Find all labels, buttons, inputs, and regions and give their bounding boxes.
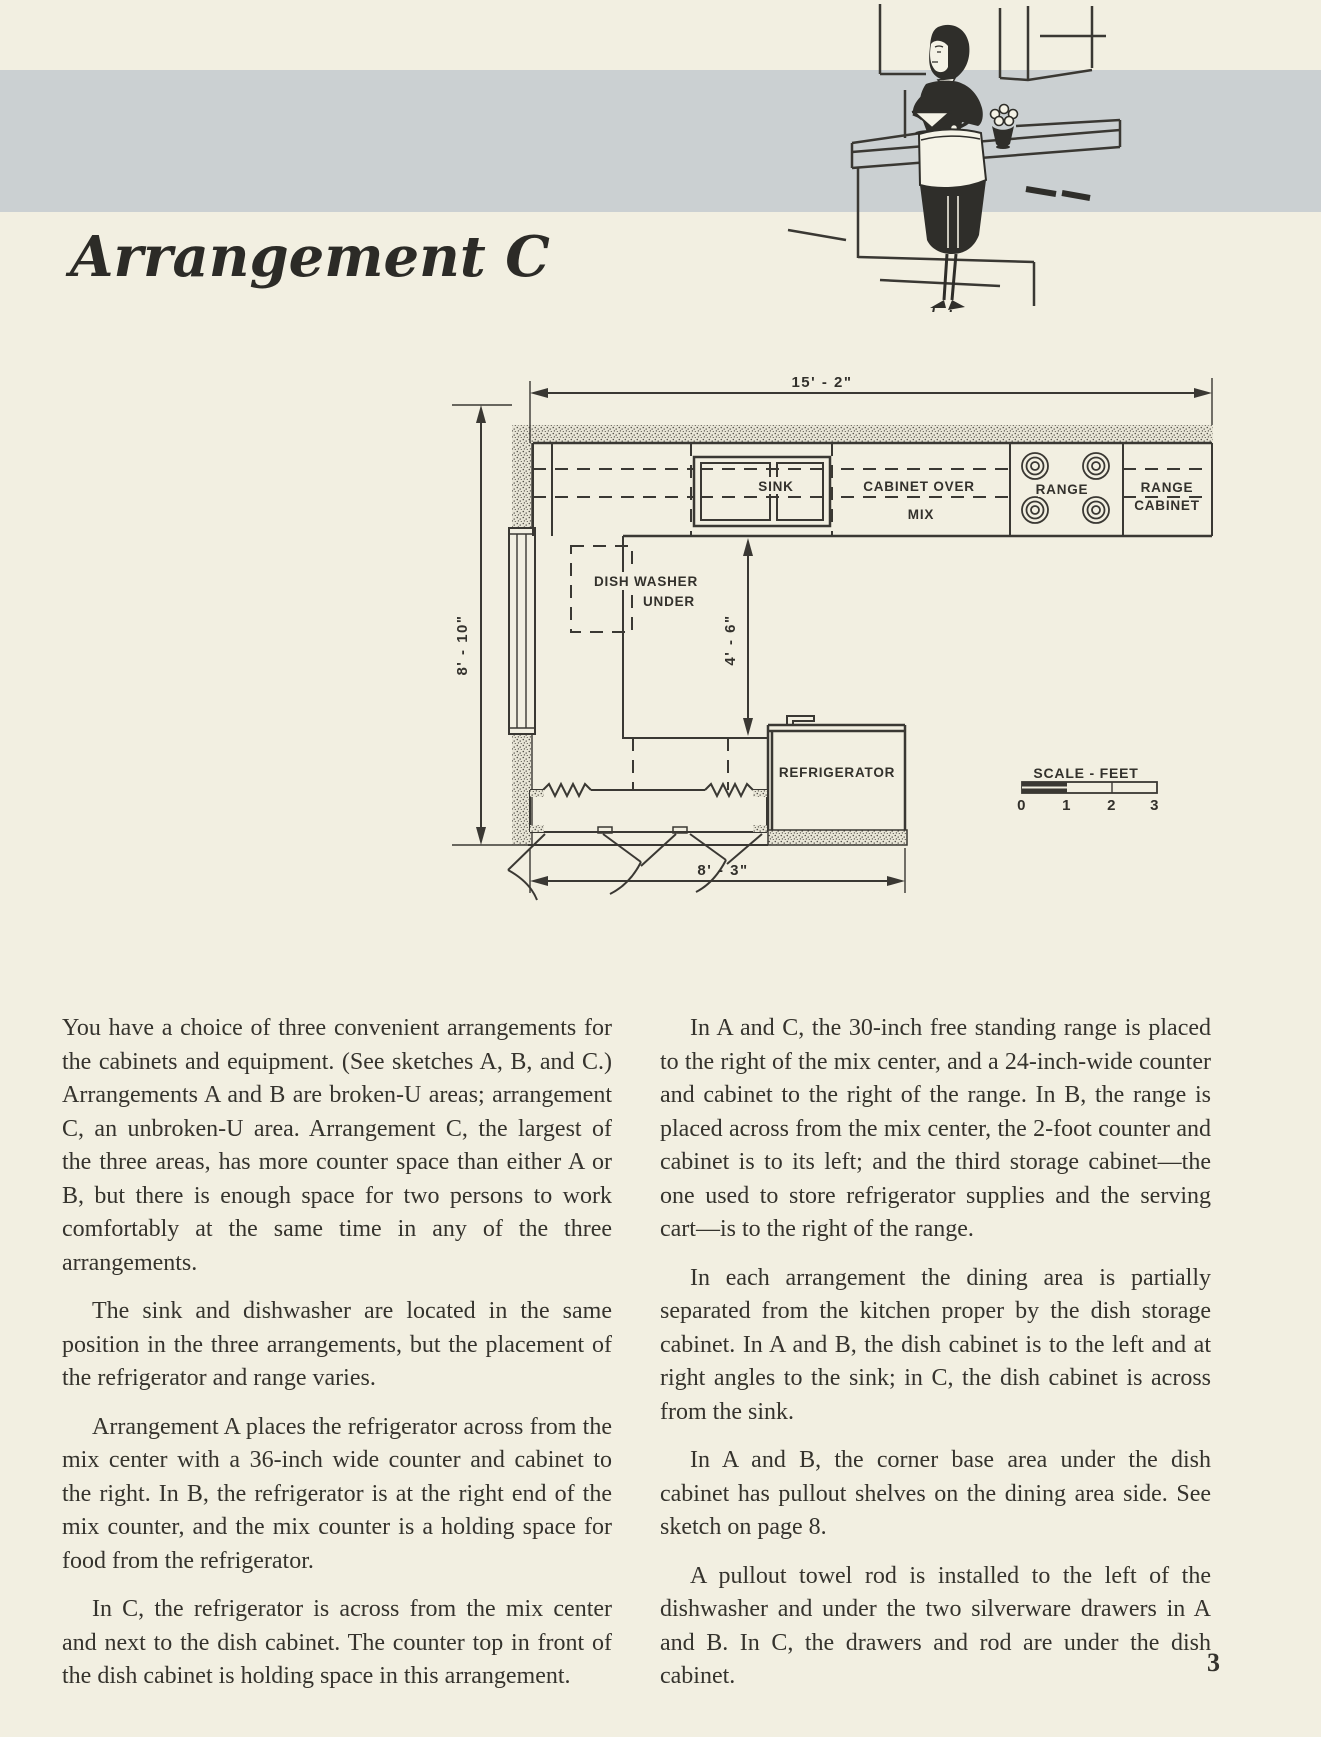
aisle-boundary [623,536,768,738]
fruit-bowl [991,105,1018,150]
scale-tick-3: 3 [1150,797,1160,814]
range [1010,443,1123,536]
kitchen-illustration [690,0,1130,312]
paragraph: In A and B, the corner base area under the dish cabinet has pullout shelves on the dining area side. See sketch on page 8. [660,1447,1211,1540]
aisle-dashed-lines [633,738,728,790]
label-range-cabinet-2: CABINET [1134,498,1200,513]
woman-figure [912,25,986,312]
scale-bar [1017,765,1160,814]
dim-bottom-label: 8' - 3" [697,862,749,879]
page-number: 3 [1207,1648,1220,1677]
scale-label: SCALE - FEET [1033,765,1139,781]
label-range-cabinet-1: RANGE [1140,480,1194,495]
paragraph: Arrangement A places the refrigerator across from the mix center with a 36-inch wide counter and cabinet to the right. In B, the refrigerator is at the right end of the mix counter, and the mix counter is a holding space for food from the refrigerator. [62,1413,612,1574]
paragraph: A pullout towel rod is installed to the left of the dishwasher and under the two silverware drawers in A and B. In C, the drawers and rod are under the dish cabinet. [660,1562,1211,1689]
floor-plan-diagram [0,330,1321,1010]
dim-left-label: 8' - 10" [454,614,471,676]
label-range: RANGE [1035,482,1089,497]
dishwasher [571,546,709,632]
dimension-aisle [722,538,753,736]
label-dishwasher-1: DISH WASHER [593,574,699,589]
label-sink: SINK [758,479,794,494]
window [509,528,535,734]
label-dishwasher-2: UNDER [642,594,696,609]
paragraph: In A and C, the 30-inch free standing range is placed to the right of the mix center, and a 24-inch-wide counter and cabinet to the right of the range. In B, the range is placed across from the mix center, the 2-foot counter and cabinet is to its left; and the third storage cabinet—the one used to store refrigerator supplies and the serving cart—is to the right of the range. [660,1015,1211,1242]
dim-top-label: 15' - 2" [791,374,853,391]
left-column [62,1012,612,1709]
paragraph: The sink and dishwasher are located in the same position in the three arrangements, but the placement of the refrigerator and range varies. [62,1298,612,1391]
sink [694,457,830,526]
scale-tick-0: 0 [1017,797,1027,814]
page-title: Arrangement C [70,224,550,290]
label-refrigerator: REFRIGERATOR [778,765,896,780]
scale-tick-1: 1 [1062,797,1072,814]
dim-aisle-label: 4' - 6" [722,614,739,666]
paragraph: In C, the refrigerator is across from the mix center and next to the dish cabinet. The counter top in front of the dish cabinet is holding space in this arrangement. [62,1596,612,1689]
right-column [660,1012,1211,1709]
scale-tick-2: 2 [1107,797,1117,814]
label-mix: MIX [907,507,935,522]
paragraph: In each arrangement the dining area is partially separated from the kitchen proper by the dish storage cabinet. In A and B, the dish cabinet is to the left and at right angles to the sink; in C, the dish cabinet is across from the sink. [660,1264,1211,1425]
refrigerator [768,716,907,845]
label-cabinet-over: CABINET OVER [863,479,975,494]
paragraph: You have a choice of three convenient arrangements for the cabinets and equipment. (See sketches A, B, and C.) Arrangements A and B are broken-U areas; arrangement C, an unbroken-U area. Arrangement C, the largest of the three areas, has more counter space than either A or B, but there is enough space for two persons to work comfortably at the same time in any of the three arrangements. [62,1015,612,1276]
